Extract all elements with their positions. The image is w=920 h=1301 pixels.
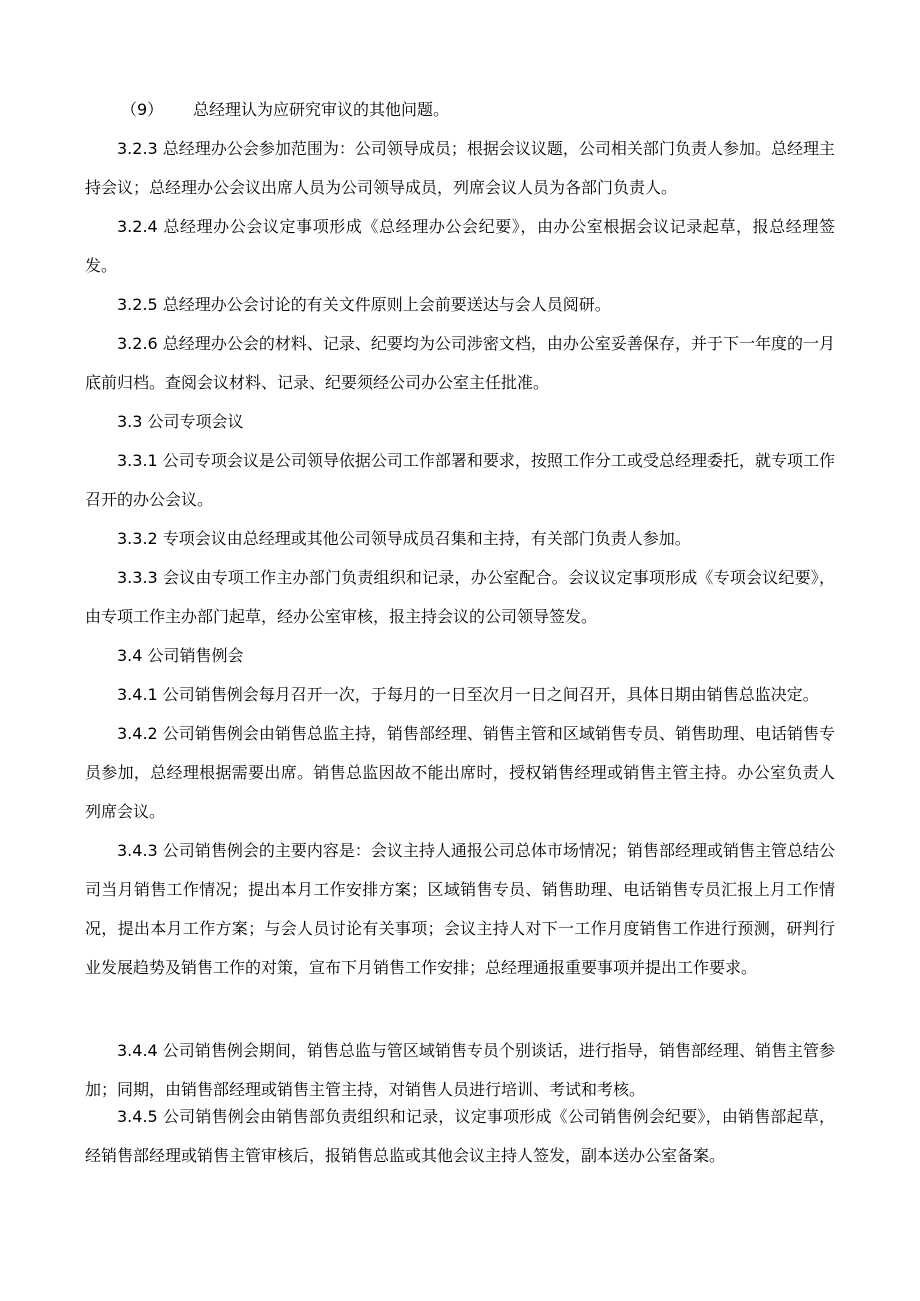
paragraph-3-3-3: 3.3.3 会议由专项工作主办部门负责组织和记录，办公室配合。会议议定事项形成《专项会议纪要》，由专项工作主办部门起草，经办公室审核，报主持会议的公司领导签发。 [85, 568, 835, 626]
paragraph-3-4-3: 3.4.3 公司销售例会的主要内容是：会议主持人通报公司总体市场情况；销售部经理或销售主管总结公司当月销售工作情况；提出本月工作安排方案；区域销售专员、销售助理、电话销售专员汇报上月工作情况，提出本月工作方案；与会人员讨论有关事项；会议主持人对下一工作月度销售工作进行预测，研判行业发展趋势及销售工作的对策，宣布下月销售工作安排；总经理通报重要事项并提出工作要求。 [85, 841, 835, 977]
paragraph-3-2-5: 3.2.5 总经理办公会讨论的有关文件原则上会前要送达与会人员阅研。 [117, 295, 611, 314]
paragraph-3-2-3: 3.2.3 总经理办公会参加范围为：公司领导成员；根据会议议题，公司相关部门负责人参加。总经理主持会议；总经理办公会议出席人员为公司领导成员，列席会议人员为各部门负责人。 [85, 139, 835, 197]
item-9 [121, 90, 871, 129]
paragraph-3-4-4: 3.4.4 公司销售例会期间，销售总监与管区域销售专员个别谈话，进行指导，销售部经理、销售主管参加；同期，由销售部经理或销售主管主持，对销售人员进行培训、考试和考核。 [85, 1041, 835, 1099]
paragraph-3-2-6: 3.2.6 总经理办公会的材料、记录、纪要均为公司涉密文档，由办公室妥善保存，并于下一年度的一月底前归档。查阅会议材料、记录、纪要须经公司办公室主任批准。 [85, 334, 835, 392]
paragraph-3-4-5: 3.4.5 公司销售例会由销售部负责组织和记录，议定事项形成《公司销售例会纪要》，由销售部起草，经销售部经理或销售主管审核后，报销售总监或其他会议主持人签发，副本送办公室备案。 [85, 1107, 835, 1165]
paragraph-3-3-1: 3.3.1 公司专项会议是公司领导依据公司工作部署和要求，按照工作分工或受总经理委托，就专项工作召开的办公会议。 [85, 451, 835, 509]
item-9-number: （9） [121, 100, 164, 119]
paragraph-3-2-4: 3.2.4 总经理办公会议定事项形成《总经理办公会纪要》，由办公室根据会议记录起草，报总经理签发。 [85, 217, 835, 275]
paragraph-3-4-2: 3.4.2 公司销售例会由销售总监主持，销售部经理、销售主管和区域销售专员、销售助理、电话销售专员参加，总经理根据需要出席。销售总监因故不能出席时，授权销售经理或销售主管主持。办公室负责人列席会议。 [85, 724, 835, 821]
heading-3-3: 3.3 公司专项会议 [117, 412, 244, 431]
paragraph-3-4-1: 3.4.1 公司销售例会每月召开一次，于每月的一日至次月一日之间召开，具体日期由销售总监决定。 [117, 685, 819, 704]
item-9-text: 总经理认为应研究审议的其他问题。 [193, 100, 450, 119]
heading-3-4: 3.4 公司销售例会 [117, 646, 244, 665]
paragraph-3-3-2: 3.3.2 专项会议由总经理或其他公司领导成员召集和主持，有关部门负责人参加。 [117, 529, 691, 548]
